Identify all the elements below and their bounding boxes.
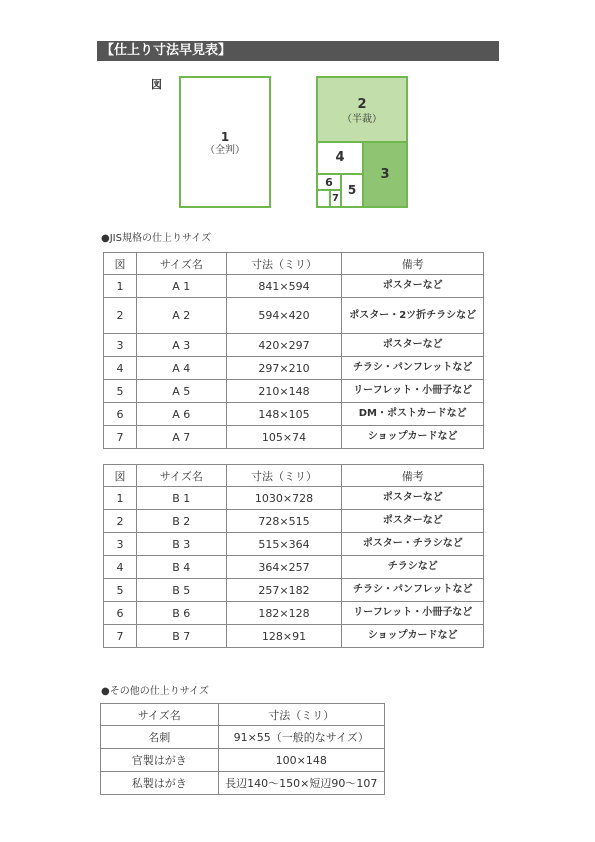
division-part-5: 5 xyxy=(340,175,362,206)
table-cell: 5 xyxy=(104,579,137,602)
table-header-row xyxy=(104,253,484,275)
table-cell: 91×55（一般的なサイズ） xyxy=(218,726,384,749)
table-cell: 100×148 xyxy=(218,749,384,772)
table-row xyxy=(104,380,484,403)
table-cell: 6 xyxy=(104,602,137,625)
table-cell: 297×210 xyxy=(226,357,342,380)
other-sizes-table xyxy=(100,703,385,795)
table-row xyxy=(101,726,385,749)
table-cell: B 2 xyxy=(136,510,226,533)
table-cell: ポスター・2ツ折チラシなど xyxy=(342,298,484,334)
header-dimensions: 寸法（ミリ） xyxy=(226,465,342,487)
table-cell: リーフレット・小冊子など xyxy=(342,602,484,625)
table-cell: B 5 xyxy=(136,579,226,602)
table-cell: 841×594 xyxy=(226,275,342,298)
table-cell: B 3 xyxy=(136,533,226,556)
jis-b-table xyxy=(103,464,484,648)
header-size-name: サイズ名 xyxy=(136,465,226,487)
division-part-2-caption: （半裁） xyxy=(342,114,382,125)
table-cell: 私製はがき xyxy=(101,772,219,795)
table-cell: 2 xyxy=(104,298,137,334)
table-cell: 6 xyxy=(104,403,137,426)
table-cell: チラシなど xyxy=(342,556,484,579)
table-cell: 105×74 xyxy=(226,426,342,449)
header-dimensions: 寸法（ミリ） xyxy=(218,704,384,726)
jis-section-label: ●JIS規格の仕上りサイズ xyxy=(101,233,212,244)
table-cell: 210×148 xyxy=(226,380,342,403)
header-dimensions: 寸法（ミリ） xyxy=(226,253,342,275)
full-sheet-diagram xyxy=(179,76,271,208)
table-cell: A 5 xyxy=(136,380,226,403)
table-cell: リーフレット・小冊子など xyxy=(342,380,484,403)
table-row xyxy=(104,556,484,579)
table-cell: 長辺140～150×短辺90～107 xyxy=(218,772,384,795)
table-header-row xyxy=(104,465,484,487)
table-cell: 3 xyxy=(104,334,137,357)
table-row xyxy=(101,749,385,772)
table-header-row xyxy=(101,704,385,726)
full-sheet-caption: （全判） xyxy=(205,145,245,156)
table-cell: B 6 xyxy=(136,602,226,625)
table-row xyxy=(104,426,484,449)
table-cell: 4 xyxy=(104,556,137,579)
division-part-2-number: 2 xyxy=(357,97,367,112)
table-cell: A 7 xyxy=(136,426,226,449)
table-row xyxy=(104,579,484,602)
table-cell: 7 xyxy=(104,625,137,648)
header-size-name: サイズ名 xyxy=(101,704,219,726)
table-cell: B 1 xyxy=(136,487,226,510)
table-cell: 1 xyxy=(104,275,137,298)
header-fig: 図 xyxy=(104,465,137,487)
table-cell: 257×182 xyxy=(226,579,342,602)
division-part-7: 7 xyxy=(329,191,340,206)
table-row xyxy=(104,298,484,334)
division-diagram xyxy=(316,76,408,208)
table-cell: DM・ポストカードなど xyxy=(342,403,484,426)
table-cell: A 1 xyxy=(136,275,226,298)
header-notes: 備考 xyxy=(342,253,484,275)
header-size-name: サイズ名 xyxy=(136,253,226,275)
other-section-label: ●その他の仕上りサイズ xyxy=(101,686,209,697)
table-cell: B 7 xyxy=(136,625,226,648)
table-cell: 3 xyxy=(104,533,137,556)
division-part-3: 3 xyxy=(362,143,406,206)
header-notes: 備考 xyxy=(342,465,484,487)
table-cell: A 4 xyxy=(136,357,226,380)
table-row xyxy=(104,625,484,648)
table-row xyxy=(104,357,484,380)
table-cell: ポスターなど xyxy=(342,334,484,357)
table-cell: ショップカードなど xyxy=(342,625,484,648)
table-cell: 1030×728 xyxy=(226,487,342,510)
table-cell: ポスター・チラシなど xyxy=(342,533,484,556)
table-cell: A 2 xyxy=(136,298,226,334)
table-cell: ポスターなど xyxy=(342,510,484,533)
jis-a-table xyxy=(103,252,484,449)
table-cell: 名刺 xyxy=(101,726,219,749)
table-cell: チラシ・パンフレットなど xyxy=(342,357,484,380)
table-cell: 官製はがき xyxy=(101,749,219,772)
division-part-8 xyxy=(318,191,329,206)
division-part-6: 6 xyxy=(318,175,340,191)
table-cell: B 4 xyxy=(136,556,226,579)
table-cell: ポスターなど xyxy=(342,487,484,510)
figure-label: 図 xyxy=(151,78,162,91)
table-cell: A 6 xyxy=(136,403,226,426)
table-cell: 420×297 xyxy=(226,334,342,357)
table-cell: 148×105 xyxy=(226,403,342,426)
table-cell: 594×420 xyxy=(226,298,342,334)
table-row xyxy=(104,510,484,533)
table-cell: 7 xyxy=(104,426,137,449)
header-fig: 図 xyxy=(104,253,137,275)
table-cell: ポスターなど xyxy=(342,275,484,298)
table-row xyxy=(101,772,385,795)
division-part-2 xyxy=(318,78,406,143)
table-cell: 128×91 xyxy=(226,625,342,648)
table-cell: チラシ・パンフレットなど xyxy=(342,579,484,602)
table-cell: 364×257 xyxy=(226,556,342,579)
table-cell: 5 xyxy=(104,380,137,403)
page-title: 【仕上り寸法早見表】 xyxy=(97,41,499,61)
table-cell: 728×515 xyxy=(226,510,342,533)
table-cell: 1 xyxy=(104,487,137,510)
full-sheet-number: 1 xyxy=(220,130,230,144)
table-cell: A 3 xyxy=(136,334,226,357)
division-part-4: 4 xyxy=(318,143,362,175)
table-row xyxy=(104,334,484,357)
table-row xyxy=(104,275,484,298)
table-cell: 4 xyxy=(104,357,137,380)
table-row xyxy=(104,602,484,625)
table-row xyxy=(104,487,484,510)
table-cell: 515×364 xyxy=(226,533,342,556)
table-cell: 182×128 xyxy=(226,602,342,625)
table-row xyxy=(104,533,484,556)
table-cell: 2 xyxy=(104,510,137,533)
table-cell: ショップカードなど xyxy=(342,426,484,449)
table-row xyxy=(104,403,484,426)
